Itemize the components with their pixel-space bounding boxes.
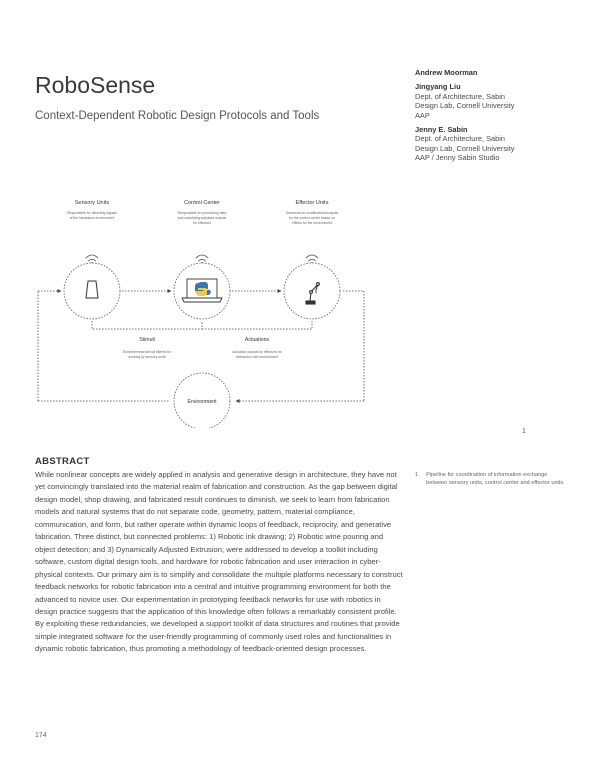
author-block bbox=[415, 125, 585, 163]
actuations-desc: Actuation outputs by effectors for bbox=[232, 350, 282, 354]
page-number: 174 bbox=[35, 732, 47, 739]
effector-units-desc: Demands for modifications/outputs bbox=[285, 211, 339, 215]
author-affiliation: Design Lab, Cornell University bbox=[415, 101, 515, 111]
abstract-body: While nonlinear concepts are widely applied in analysis and generative design in architecture, they have not yet convincingly translated into the material realm of fabrication and construction. As the gap between digital design model, shop drawing, and fabricated result continues to diminish, we seek to learn from fabrication models and natural systems that do not separate code, geometry, pattern, material compliance, communication, and form, but rather operate within dynamic loops of feedback, reciprocity, and generative fabrication. Three distinct, but connected problems: 1) Robotic ink drawing; 2) Robotic wine pouring and object detection; and 3) Dynamically Adjusted Extrusion; were addressed to develop a toolkit including software, custom digital design tools, and hardware for robotic fabrication and user interaction in cyber-physical contexts. Our primary aim is to simplify and consolidate the multiple platforms necessary to construct feedback networks for robotic fabrication into a central and intuitive programming environment for both the advanced to novice user. Our experimentation in prototyping feedback networks for use with robotics in design practice suggests that the application of this knowledge often follows a remarkably consistent profile. By exploiting these redundancies, we developed a support toolkit of data structures and routines that provide simple integrated software for the user-friendly programming of commonly used roles and functionalities in dynamic robotic fabrication, thus promoting a methodology of feedback-oriented design processes. bbox=[35, 470, 403, 654]
wifi-icon bbox=[86, 255, 98, 264]
author-affiliation: Dept. of Architecture, Sabin bbox=[415, 91, 505, 101]
sensory-units-desc: of the fabrication environment bbox=[69, 216, 115, 220]
environment-label: Environment bbox=[187, 399, 217, 405]
stimuli-bracket bbox=[92, 321, 202, 329]
abstract-heading: ABSTRACT bbox=[35, 456, 90, 467]
author-block bbox=[415, 82, 585, 120]
wifi-icon bbox=[196, 255, 208, 264]
author-affiliation: AAP bbox=[415, 110, 430, 120]
author-affiliation: Dept. of Architecture, Sabin bbox=[415, 134, 505, 144]
stimuli-desc: Environmental stimuli filtered for bbox=[122, 350, 172, 354]
pipeline-diagram bbox=[30, 188, 570, 428]
control-center-desc: for effectors bbox=[193, 221, 211, 225]
actuations-desc: interaction with environment bbox=[235, 355, 279, 359]
caption-text: Pipeline for coordination of information exchange between sensory units, control center and effector units. bbox=[426, 472, 565, 486]
author-name: Jenny E. Sabin bbox=[415, 125, 468, 135]
author-name: Andrew Moorman bbox=[415, 68, 478, 77]
sensory-units-label: Sensory Units bbox=[74, 200, 110, 206]
effector-units-desc: for the control center based on bbox=[289, 216, 335, 220]
author-name: Jingyang Liu bbox=[415, 82, 461, 92]
paper-title: RoboSense bbox=[35, 72, 156, 98]
sensory-units-desc: Responsible for detecting signals bbox=[67, 211, 117, 215]
stimuli-desc: sensing by sensory units bbox=[128, 355, 166, 359]
effector-units-desc: effects for the environment bbox=[291, 221, 333, 225]
actuations-bracket bbox=[202, 321, 312, 329]
author-block bbox=[415, 68, 585, 77]
control-center-desc: and calculating adjusted outputs bbox=[177, 216, 227, 220]
wifi-icon bbox=[306, 255, 318, 264]
control-center-label: Control Center bbox=[184, 200, 220, 206]
figure-number: 1 bbox=[522, 428, 526, 435]
paper-subtitle: Context-Dependent Robotic Design Protocols and Tools bbox=[35, 110, 320, 122]
author-list bbox=[415, 68, 585, 168]
sensory-unit-circle bbox=[64, 263, 120, 319]
caption-number: 1 bbox=[415, 472, 419, 478]
stimuli-label: Stimuli bbox=[139, 337, 155, 343]
author-affiliation: Design Lab, Cornell University bbox=[415, 143, 515, 153]
author-affiliation: AAP / Jenny Sabin Studio bbox=[415, 153, 500, 163]
figure-caption bbox=[415, 471, 565, 487]
effector-units-label: Effector Units bbox=[295, 200, 329, 206]
actuations-label: Actuations bbox=[244, 337, 270, 343]
control-center-desc: Responsible for processing data bbox=[177, 211, 227, 215]
